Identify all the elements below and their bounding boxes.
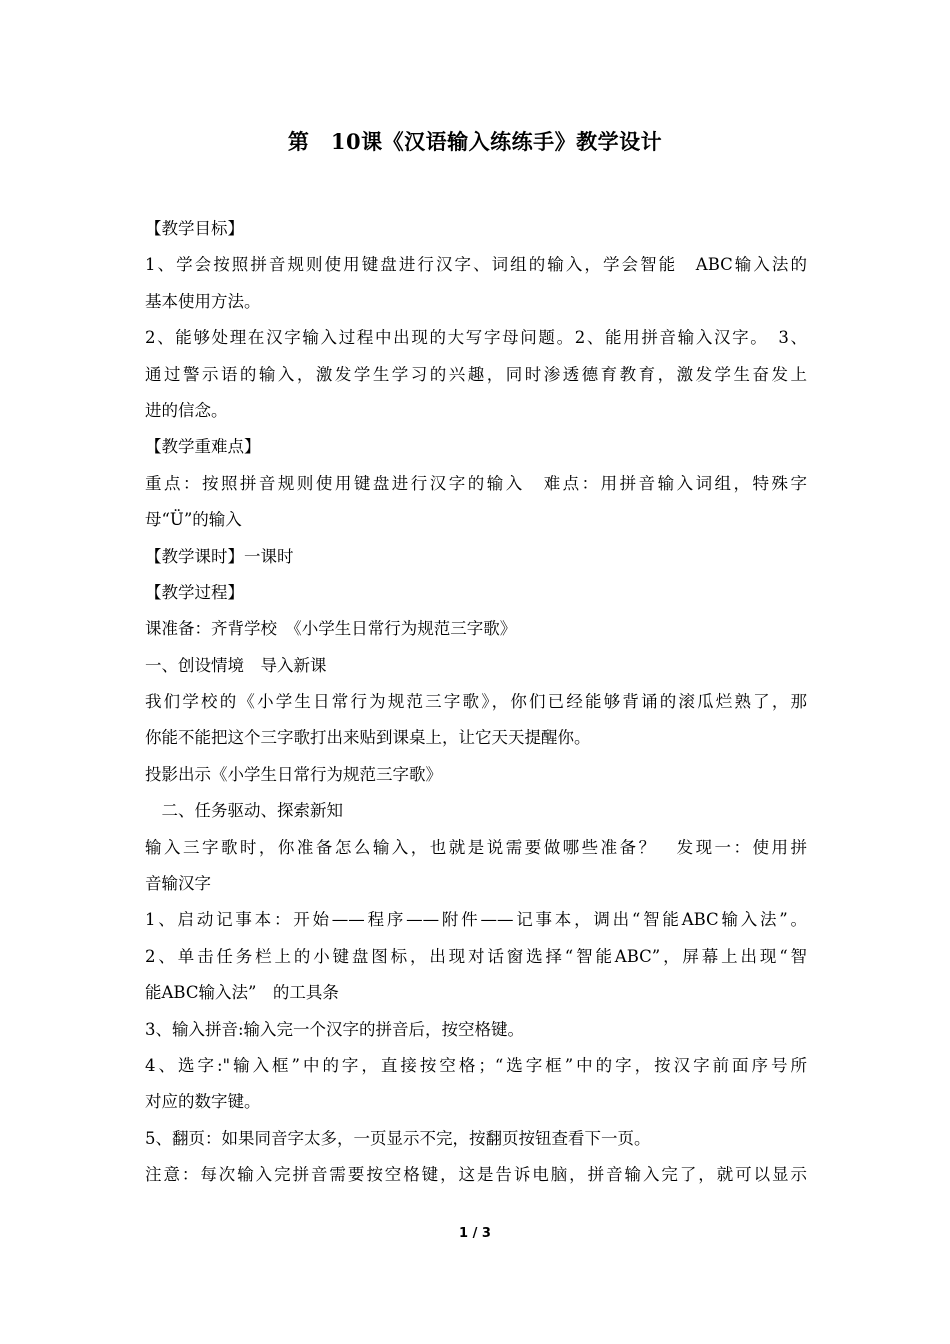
section-heading-hours: 【教学课时】一课时 bbox=[145, 546, 294, 566]
paragraph-line: 2、单击任务栏上的小键盘图标，出现对话窗选择“智能ABC”，屏幕上出现“智 bbox=[145, 946, 807, 966]
paragraph-line: 你能不能把这个三字歌打出来贴到课桌上，让它天天提醒你。 bbox=[145, 728, 591, 748]
document-title: 第 10课《汉语输入练练手》教学设计 bbox=[287, 129, 663, 154]
document-body bbox=[145, 216, 807, 1199]
paragraph-line: 我们学校的《小学生日常行为规范三字歌》，你们已经能够背诵的滚瓜烂熟了，那 bbox=[145, 692, 807, 712]
paragraph-line: 4、选字:"输入框”中的字，直接按空格；“选字框”中的字，按汉字前面序号所 bbox=[145, 1055, 807, 1075]
paragraph-line: 2、能够处理在汉字输入过程中出现的大写字母问题。2、能用拼音输入汉字。 3、 bbox=[145, 328, 807, 348]
paragraph-line: 投影出示《小学生日常行为规范三字歌》 bbox=[145, 764, 442, 784]
paragraph-line: 进的信念。 bbox=[145, 400, 228, 420]
paragraph-line: 重点：按照拼音规则使用键盘进行汉字的输入 难点：用拼音输入词组，特殊字 bbox=[145, 473, 807, 493]
paragraph-line: 3、输入拼音:输入完一个汉字的拼音后，按空格键。 bbox=[145, 1019, 525, 1039]
paragraph-line: 对应的数字键。 bbox=[145, 1092, 261, 1112]
section-heading-process: 【教学过程】 bbox=[145, 582, 244, 602]
section-heading-objectives: 【教学目标】 bbox=[145, 219, 244, 238]
paragraph-line: 课准备：齐背学校 《小学生日常行为规范三字歌》 bbox=[145, 619, 517, 639]
paragraph-line: 5、翻页：如果同音字太多，一页显示不完，按翻页按钮查看下一页。 bbox=[145, 1128, 651, 1148]
paragraph-line: 输入三字歌时，你准备怎么输入，也就是说需要做哪些准备？ 发现一：使用拼 bbox=[145, 837, 807, 857]
paragraph-line: 通过警示语的输入，激发学生学习的兴趣，同时渗透德育教育，激发学生奋发上 bbox=[145, 364, 807, 384]
paragraph-line: 能ABC输入法” 的工具条 bbox=[145, 983, 339, 1003]
paragraph-line: 二、任务驱动、探索新知 bbox=[145, 801, 343, 821]
paragraph-line: 母“Ü”的输入 bbox=[145, 510, 242, 530]
paragraph-line: 1、启动记事本：开始——程序——附件——记事本，调出“智能ABC输入法”。 bbox=[145, 910, 807, 930]
paragraph-line: 1、学会按照拼音规则使用键盘进行汉字、词组的输入，学会智能 ABC输入法的 bbox=[145, 255, 807, 275]
page-number: 1 / 3 bbox=[459, 1226, 491, 1241]
paragraph-line: 基本使用方法。 bbox=[145, 291, 261, 311]
paragraph-line: 注意：每次输入完拼音需要按空格键，这是告诉电脑，拼音输入完了，就可以显示 bbox=[145, 1165, 807, 1185]
section-heading-key-points: 【教学重难点】 bbox=[145, 437, 261, 457]
paragraph-line: 一、创设情境 导入新课 bbox=[145, 655, 327, 675]
paragraph-line: 音输汉字 bbox=[145, 874, 211, 894]
